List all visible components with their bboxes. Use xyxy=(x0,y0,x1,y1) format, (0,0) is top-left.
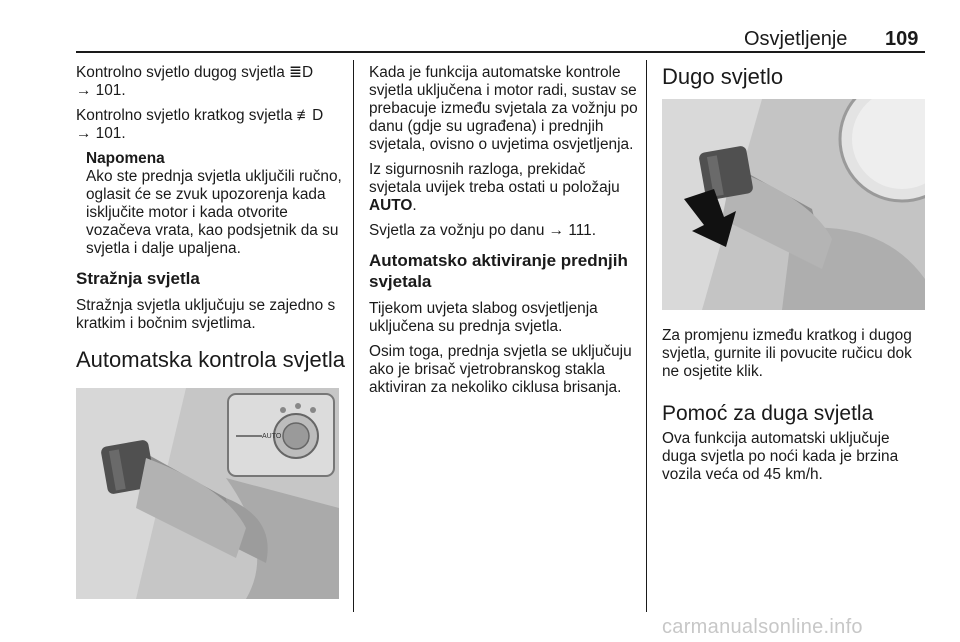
light-switch-illustration xyxy=(76,388,339,599)
column-3 xyxy=(662,64,926,104)
watermark: carmanualsonline.info xyxy=(662,616,863,638)
low-light-text: Tijekom uvjeta slabog osvjetljenja uključena su prednja svjetla. xyxy=(369,300,598,335)
note-box xyxy=(76,150,346,258)
high-beam-assist-text: Ova funkcija automatski uključuje duga svjetla po noći kada je brzina vozila veća od 45 km/h. xyxy=(662,430,899,483)
safety-note-text: Iz sigurnosnih razloga, prekidač svjetala uvijek treba ostati u položaju AUTO. xyxy=(369,161,620,214)
heading-automatic-light-control: Automatska kontrola svjetla xyxy=(76,347,346,372)
column-divider-1 xyxy=(353,60,354,612)
section-title: Osvjetljenje xyxy=(744,28,848,50)
low-beam-symbol-icon: ≢D xyxy=(296,107,324,124)
auto-control-description: Kada je funkcija automatske kontrole svjetla uključena i motor radi, sustav se prebacuje između svjetala za vožnju po danu (gdje su ugrađena) i prednjih svjetala, ovisno o uvjetima osvjetljenja. xyxy=(369,64,638,153)
low-beam-indicator-text: Kontrolno svjetlo kratkog svjetla ≢D xyxy=(76,107,324,124)
high-beam-indicator-text: Kontrolno svjetlo dugog svjetla ≣D xyxy=(76,64,314,81)
high-beam-lever-illustration xyxy=(662,99,925,310)
auto-label: AUTO xyxy=(262,433,282,440)
rear-lights-text: Stražnja svjetla uključuju se zajedno s kratkim i bočnim svjetlima. xyxy=(76,297,336,332)
daytime-lights-ref: Svjetla za vožnju po danu → 111. xyxy=(369,222,597,239)
page-number: 109 xyxy=(885,28,919,50)
column-1 xyxy=(76,64,346,387)
heading-high-beam-assist: Pomoć za duga svjetla xyxy=(662,402,874,425)
column-divider-2 xyxy=(646,60,647,612)
high-beam-symbol-icon: ≣D xyxy=(289,64,314,81)
header-rule xyxy=(76,51,925,53)
low-beam-ref: → 101. xyxy=(76,125,126,142)
note-title: Napomena xyxy=(86,150,165,167)
heading-auto-headlights: Automatsko aktiviranje prednjih svjetala xyxy=(369,251,628,291)
column-2 xyxy=(369,64,639,404)
column-3-lower xyxy=(662,327,926,491)
high-beam-instruction: Za promjenu između kratkog i dugog svjetla, gurnite ili povucite ručicu dok ne osjetite klik. xyxy=(662,327,912,380)
high-beam-ref: → 101. xyxy=(76,82,126,99)
wiper-activation-text: Osim toga, prednja svjetla se uključuju ako je brisač vjetrobranskog stakla aktiviran za nekoliko ciklusa brisanja. xyxy=(369,343,632,396)
note-text: Ako ste prednja svjetla uključili ručno, oglasit će se zvuk upozorenja kada isključite motor i kada otvorite vozačeva vrata, kao podsjetnik da su svjetla i dalje upaljena. xyxy=(86,168,342,257)
heading-rear-lights: Stražnja svjetla xyxy=(76,269,200,288)
heading-high-beam: Dugo svjetlo xyxy=(662,64,784,89)
